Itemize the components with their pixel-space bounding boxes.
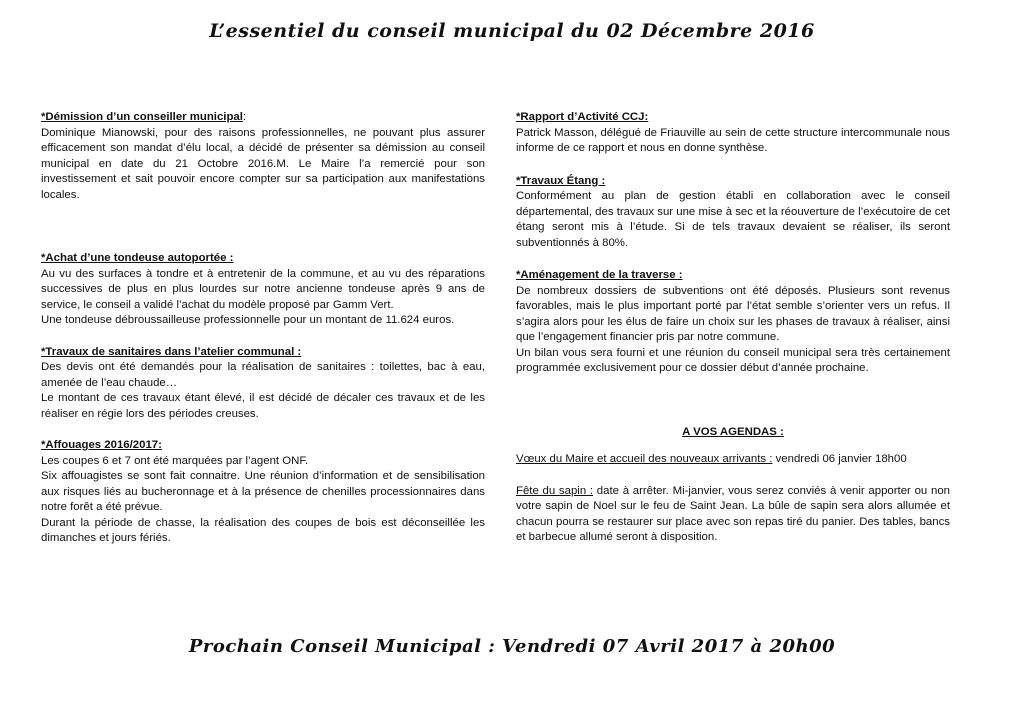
agenda-item-text: date à arrêter. Mi-janvier, vous serez conviés à venir apporter ou non votre sapin de Noel sur le feu de Saint Jean. La bûle de sapin sera alors allumée et chacun pourra se restaurer sur place avec son repas tiré du panier. Des tables, bancs et barbecue allumé seront à disposition. bbox=[516, 484, 950, 543]
paragraph: Une tondeuse débroussailleuse professionnelle pour un montant de 11.624 euros. bbox=[41, 314, 455, 326]
agenda-title: A VOS AGENDAS : bbox=[682, 425, 784, 438]
section-heading: *Affouages 2016/2017: bbox=[41, 439, 162, 451]
paragraph: Patrick Masson, délégué de Friauville au sein de cette structure intercommunale nous informe de ce rapport et nous en donne synthèse. bbox=[516, 126, 950, 154]
section-traverse bbox=[516, 268, 950, 377]
section-travaux-etang bbox=[516, 174, 950, 252]
section-heading: *Achat d’une tondeuse autoportée : bbox=[41, 252, 234, 264]
paragraph: Des devis ont été demandés pour la réalisation de sanitaires : toilettes, bac à eau, amenée de l’eau chaude… bbox=[41, 361, 485, 389]
paragraph: Les coupes 6 et 7 ont été marquées par l’agent ONF. bbox=[41, 454, 309, 467]
heading-suffix: : bbox=[242, 111, 247, 123]
next-meeting-footer: Prochain Conseil Municipal : Vendredi 07 Avril 2017 à 20h00 bbox=[188, 636, 836, 657]
section-agenda bbox=[516, 425, 950, 546]
section-affouages bbox=[41, 438, 485, 547]
section-heading: *Aménagement de la traverse : bbox=[516, 269, 683, 281]
section-sanitaires bbox=[41, 345, 485, 423]
paragraph: Conformément au plan de gestion établi en collaboration avec le conseil départemental, des travaux sur une mise à sec et la réouverture de l’exécutoire de cet étang seront mis à l’étude. Si de tels travaux devaient se réaliser, ils seront subventionnés à 80%. bbox=[516, 190, 950, 249]
paragraph: Un bilan vous sera fourni et une réunion du conseil municipal sera très certainement programmée exclusivement pour ce dossier début d’année prochaine. bbox=[516, 346, 950, 374]
agenda-item-voeux bbox=[516, 452, 950, 468]
section-heading: *Travaux de sanitaires dans l’atelier communal : bbox=[41, 345, 302, 358]
section-rapport-ccj bbox=[516, 110, 950, 157]
paragraph: De nombreux dossiers de subventions ont été déposés. Plusieurs sont revenus favorables, mais le plus important porté par l’état semble s’orienter vers un refus. Il s’agira alors pour les élus de faire un choix sur les phases de travaux à réaliser, ainsi que l’engagement financier pris par notre commune. bbox=[516, 284, 950, 343]
section-demission bbox=[41, 110, 485, 203]
section-heading: *Rapport d’Activité CCJ: bbox=[516, 111, 649, 123]
right-column bbox=[516, 110, 950, 546]
paragraph: Dominique Mianowski, pour des raisons professionnelles, ne pouvant plus assurer efficacement son mandat d’élu local, a décidé de présenter sa démission au conseil municipal en date du 21 Octobre 2016.M. Le Maire l’a remercié pour son investissement et sait pouvoir encore compter sur sa participation aux manifestations locales. bbox=[41, 126, 485, 201]
paragraph: Au vu des surfaces à tondre et à entretenir de la commune, et au vu des réparations successives de plus en plus lourdes sur notre ancienne tondeuse après 9 ans de service, le conseil a validé l’achat du modèle proposé par Gamm Vert. bbox=[41, 267, 485, 311]
agenda-item-label: Fête du sapin : bbox=[516, 484, 594, 497]
agenda-item-label: Vœux du Maire et accueil des nouveaux arrivants : bbox=[516, 453, 773, 465]
agenda-item-fete-sapin bbox=[516, 484, 950, 546]
agenda-item-text: vendredi 06 janvier 18h00 bbox=[772, 453, 907, 465]
section-tondeuse bbox=[41, 251, 485, 329]
page-title: L’essentiel du conseil municipal du 02 Décembre 2016 bbox=[209, 20, 815, 42]
left-column bbox=[41, 110, 485, 547]
section-heading: *Travaux Étang : bbox=[516, 174, 606, 187]
paragraph: Durant la période de chasse, la réalisation des coupes de bois est déconseillée les dimanches et jours fériés. bbox=[41, 516, 485, 544]
section-heading: *Démission d’un conseiller municipal bbox=[41, 111, 243, 123]
paragraph: Le montant de ces travaux étant élevé, il est décidé de décaler ces travaux et de les réaliser en régie lors des périodes creuses. bbox=[41, 392, 485, 420]
paragraph: Six affouagistes se sont fait connaitre. Une réunion d’information et de sensibilisation aux risques liés au bucheronnage et à la présence de chenilles processionnaires dans notre forêt a été prévue. bbox=[41, 470, 485, 513]
